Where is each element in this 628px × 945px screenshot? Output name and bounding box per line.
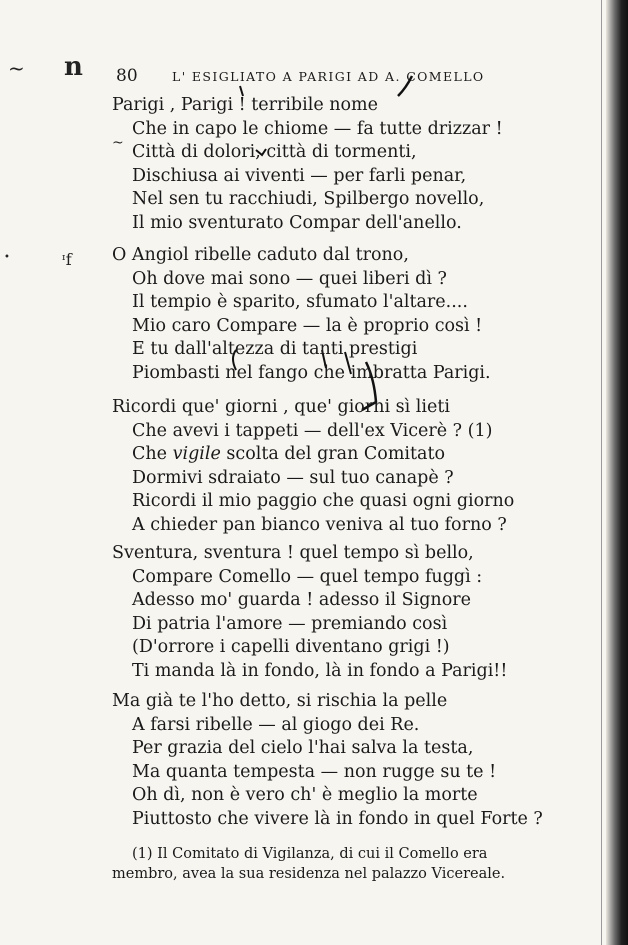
- verse-line: Sventura, sventura ! quel tempo sì bello,: [112, 543, 474, 563]
- margin-mark-f: ᶦf: [62, 250, 72, 269]
- verse-line: (D'orrore i capelli diventano grigi !): [132, 637, 450, 657]
- verse-line: Compare Comello — quel tempo fuggì :: [132, 566, 483, 587]
- verse-line: Città di dolori, città di tormenti,: [132, 142, 417, 162]
- verse-line: Piuttosto che vivere là in fondo in quel Forte ?: [132, 808, 543, 829]
- margin-mark-dot: •: [4, 252, 10, 263]
- stanza-3: [112, 396, 582, 537]
- verse-line: Che avevi i tappeti — dell'ex Vicerè ? (1): [132, 420, 493, 441]
- verse-line: O Angiol ribelle caduto dal trono,: [112, 245, 409, 265]
- footnote: [112, 844, 572, 884]
- verse-line: Ti manda là in fondo, là in fondo a Parigi!!: [132, 660, 508, 681]
- footnote-line: (1) Il Comitato di Vigilanza, di cui il Comello era: [132, 846, 488, 862]
- stanza-4: [112, 542, 582, 683]
- verse-line: Oh dove mai sono — quei liberi dì ?: [132, 268, 447, 289]
- margin-mark-n: n: [64, 52, 83, 82]
- running-title: L' ESIGLIATO A PARIGI AD A. COMELLO: [172, 69, 485, 84]
- verse-line: Mio caro Compare — la è proprio così !: [132, 315, 483, 336]
- verse-line: Il tempio è sparito, sfumato l'altare....: [132, 292, 468, 312]
- verse-line: Il mio sventurato Compar dell'anello.: [132, 212, 462, 233]
- verse-line: Parigi , Parigi ! terribile nome: [112, 95, 379, 115]
- verse-line: Oh dì, non è vero ch' è meglio la morte: [132, 785, 478, 805]
- verse-line: Dischiusa ai viventi — per farli penar,: [132, 165, 467, 186]
- stanza-2: [112, 244, 582, 385]
- verse-line: Piombasti nel fango che imbratta Parigi.: [132, 362, 491, 383]
- verse-line: Per grazia del cielo l'hai salva la testa,: [132, 738, 474, 758]
- verse-line: A farsi ribelle — al giogo dei Re.: [132, 714, 420, 735]
- verse-line: Ricordi il mio paggio che quasi ogni giorno: [132, 491, 515, 511]
- verse-line: Ricordi que' giorni , que' giorni sì lieti: [112, 397, 450, 417]
- verse-line: A chieder pan bianco veniva al tuo forno ?: [132, 514, 507, 535]
- margin-mark-arrow: ~: [112, 135, 124, 151]
- verse-line: Ma già te l'ho detto, si rischia la pelle: [112, 691, 448, 711]
- stanza-1: [112, 94, 582, 235]
- verse-line: Che in capo le chiome — fa tutte drizzar !: [132, 118, 503, 139]
- verse-line: E tu dall'altezza di tanti prestigi: [132, 339, 418, 359]
- footnote-line: membro, avea la sua residenza nel palazzo Vicereale.: [112, 866, 506, 882]
- verse-line: Nel sen tu racchiudi, Spilbergo novello,: [132, 189, 485, 209]
- verse-line: Adesso mo' guarda ! adesso il Signore: [132, 590, 471, 610]
- verse-line: Dormivi sdraiato — sul tuo canapè ?: [132, 467, 454, 488]
- page-number: 80: [116, 66, 138, 86]
- stanza-5: [112, 690, 582, 831]
- margin-mark-tilde: ~: [8, 56, 25, 80]
- verse-line: Di patria l'amore — premiando così: [132, 613, 448, 634]
- verse-line: Ma quanta tempesta — non rugge su te !: [132, 761, 497, 782]
- italic-word: vigile: [172, 444, 221, 464]
- verse-line: Che vigile scolta del gran Comitato: [132, 444, 446, 464]
